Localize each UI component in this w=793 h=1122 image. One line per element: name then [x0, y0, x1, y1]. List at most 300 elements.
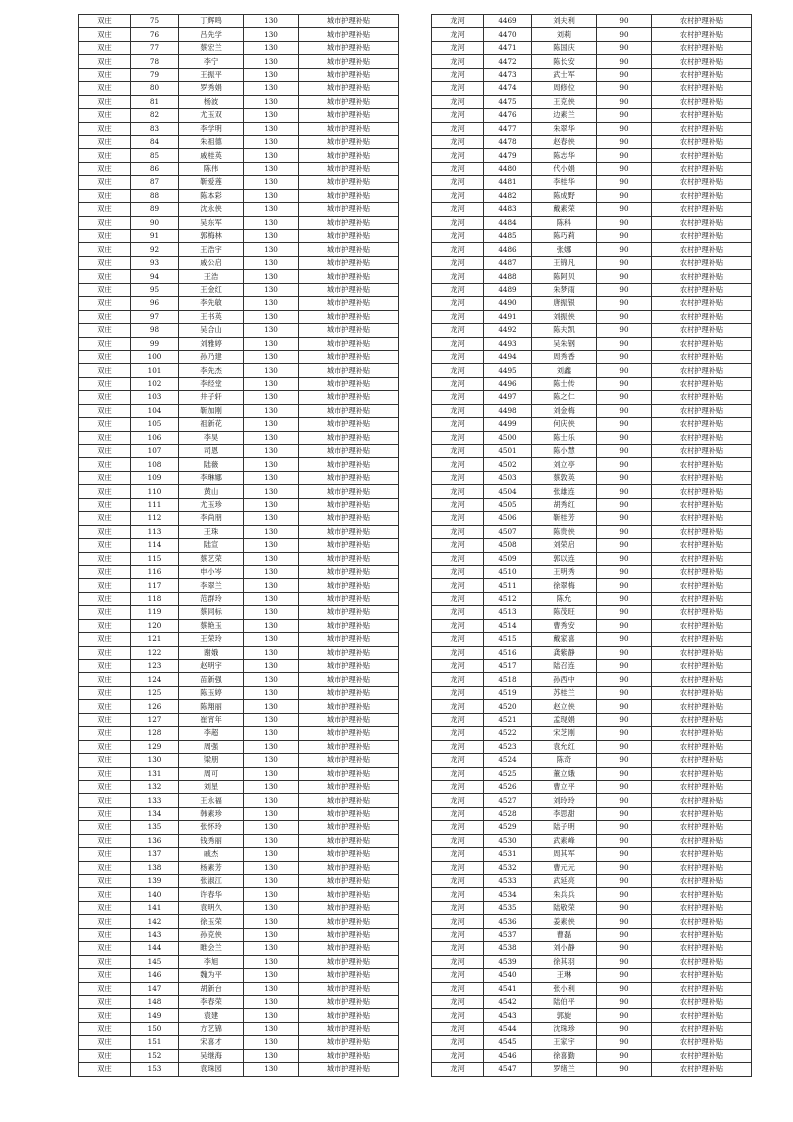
name-cell: 杨波 — [179, 95, 244, 108]
number-cell: 132 — [131, 780, 179, 793]
region-cell: 双庄 — [79, 982, 131, 995]
name-cell: 曹秀安 — [532, 619, 597, 632]
amount-cell: 90 — [597, 135, 652, 148]
amount-cell: 90 — [597, 377, 652, 390]
name-cell: 李超 — [179, 727, 244, 740]
table-row — [79, 888, 399, 901]
number-cell: 75 — [131, 15, 179, 28]
region-cell: 龙河 — [432, 337, 484, 350]
number-cell: 122 — [131, 646, 179, 659]
number-cell: 4498 — [484, 404, 532, 417]
name-cell: 陈伟 — [179, 162, 244, 175]
region-cell: 龙河 — [432, 270, 484, 283]
number-cell: 4485 — [484, 230, 532, 243]
table-row — [432, 592, 752, 605]
number-cell: 4470 — [484, 28, 532, 41]
amount-cell: 130 — [244, 660, 299, 673]
region-cell: 龙河 — [432, 445, 484, 458]
category-cell: 城市护理补贴 — [299, 95, 399, 108]
table-row — [79, 794, 399, 807]
name-cell: 靳桂芳 — [532, 512, 597, 525]
category-cell: 城市护理补贴 — [299, 619, 399, 632]
table-row — [79, 955, 399, 968]
amount-cell: 130 — [244, 337, 299, 350]
amount-cell: 90 — [597, 176, 652, 189]
table-row — [432, 1022, 752, 1035]
region-cell: 双庄 — [79, 350, 131, 363]
amount-cell: 130 — [244, 82, 299, 95]
category-cell: 农村护理补贴 — [652, 203, 752, 216]
amount-cell: 130 — [244, 109, 299, 122]
amount-cell: 130 — [244, 552, 299, 565]
number-cell: 123 — [131, 660, 179, 673]
amount-cell: 130 — [244, 982, 299, 995]
category-cell: 城市护理补贴 — [299, 189, 399, 202]
category-cell: 农村护理补贴 — [652, 230, 752, 243]
category-cell: 城市护理补贴 — [299, 28, 399, 41]
name-cell: 孙克侠 — [179, 928, 244, 941]
name-cell: 孙西中 — [532, 673, 597, 686]
table-row — [432, 982, 752, 995]
amount-cell: 90 — [597, 619, 652, 632]
name-cell: 何庆侠 — [532, 418, 597, 431]
amount-cell: 90 — [597, 189, 652, 202]
number-cell: 4530 — [484, 834, 532, 847]
table-row — [79, 848, 399, 861]
region-cell: 龙河 — [432, 888, 484, 901]
category-cell: 农村护理补贴 — [652, 848, 752, 861]
name-cell: 申小岑 — [179, 565, 244, 578]
name-cell: 李先杰 — [179, 364, 244, 377]
number-cell: 143 — [131, 928, 179, 941]
amount-cell: 90 — [597, 216, 652, 229]
category-cell: 农村护理补贴 — [652, 673, 752, 686]
number-cell: 98 — [131, 324, 179, 337]
number-cell: 119 — [131, 606, 179, 619]
name-cell: 黄山 — [179, 485, 244, 498]
region-cell: 双庄 — [79, 888, 131, 901]
region-cell: 双庄 — [79, 297, 131, 310]
name-cell: 刘莉 — [532, 28, 597, 41]
table-row — [79, 619, 399, 632]
region-cell: 双庄 — [79, 82, 131, 95]
category-cell: 城市护理补贴 — [299, 445, 399, 458]
region-cell: 龙河 — [432, 189, 484, 202]
table-row — [432, 552, 752, 565]
name-cell: 吴合山 — [179, 324, 244, 337]
number-cell: 4524 — [484, 754, 532, 767]
category-cell: 农村护理补贴 — [652, 928, 752, 941]
number-cell: 4502 — [484, 458, 532, 471]
category-cell: 城市护理补贴 — [299, 888, 399, 901]
category-cell: 农村护理补贴 — [652, 28, 752, 41]
table-row — [432, 780, 752, 793]
name-cell: 陆子明 — [532, 821, 597, 834]
category-cell: 农村护理补贴 — [652, 633, 752, 646]
amount-cell: 90 — [597, 162, 652, 175]
amount-cell: 130 — [244, 512, 299, 525]
name-cell: 梁朋 — [179, 754, 244, 767]
number-cell: 109 — [131, 471, 179, 484]
category-cell: 农村护理补贴 — [652, 713, 752, 726]
number-cell: 112 — [131, 512, 179, 525]
table-row — [432, 646, 752, 659]
table-row — [432, 28, 752, 41]
name-cell: 蔡宏兰 — [179, 41, 244, 54]
table-row — [432, 350, 752, 363]
category-cell: 农村护理补贴 — [652, 807, 752, 820]
name-cell: 徐其羽 — [532, 955, 597, 968]
region-cell: 龙河 — [432, 955, 484, 968]
category-cell: 城市护理补贴 — [299, 754, 399, 767]
number-cell: 127 — [131, 713, 179, 726]
table-row — [432, 149, 752, 162]
number-cell: 113 — [131, 525, 179, 538]
table-row — [432, 807, 752, 820]
number-cell: 4515 — [484, 633, 532, 646]
name-cell: 陈科 — [532, 216, 597, 229]
amount-cell: 90 — [597, 995, 652, 1008]
region-cell: 双庄 — [79, 176, 131, 189]
region-cell: 双庄 — [79, 794, 131, 807]
category-cell: 农村护理补贴 — [652, 969, 752, 982]
amount-cell: 130 — [244, 149, 299, 162]
table-row — [79, 391, 399, 404]
name-cell: 靳爱莲 — [179, 176, 244, 189]
category-cell: 城市护理补贴 — [299, 606, 399, 619]
name-cell: 陈小慧 — [532, 445, 597, 458]
amount-cell: 130 — [244, 1049, 299, 1062]
amount-cell: 130 — [244, 646, 299, 659]
category-cell: 城市护理补贴 — [299, 848, 399, 861]
amount-cell: 90 — [597, 458, 652, 471]
category-cell: 农村护理补贴 — [652, 122, 752, 135]
table-row — [79, 915, 399, 928]
number-cell: 120 — [131, 619, 179, 632]
category-cell: 城市护理补贴 — [299, 955, 399, 968]
region-cell: 龙河 — [432, 727, 484, 740]
table-row — [79, 700, 399, 713]
category-cell: 农村护理补贴 — [652, 861, 752, 874]
table-row — [79, 565, 399, 578]
amount-cell: 90 — [597, 203, 652, 216]
amount-cell: 130 — [244, 767, 299, 780]
region-cell: 龙河 — [432, 982, 484, 995]
amount-cell: 90 — [597, 794, 652, 807]
category-cell: 农村护理补贴 — [652, 727, 752, 740]
region-cell: 龙河 — [432, 297, 484, 310]
table-row — [79, 189, 399, 202]
name-cell: 周修位 — [532, 82, 597, 95]
region-cell: 龙河 — [432, 1036, 484, 1049]
category-cell: 农村护理补贴 — [652, 525, 752, 538]
category-cell: 农村护理补贴 — [652, 660, 752, 673]
amount-cell: 130 — [244, 633, 299, 646]
number-cell: 4541 — [484, 982, 532, 995]
name-cell: 吴朱钢 — [532, 337, 597, 350]
category-cell: 农村护理补贴 — [652, 700, 752, 713]
number-cell: 84 — [131, 135, 179, 148]
table-row — [432, 337, 752, 350]
table-row — [432, 633, 752, 646]
amount-cell: 90 — [597, 982, 652, 995]
region-cell: 龙河 — [432, 176, 484, 189]
amount-cell: 130 — [244, 310, 299, 323]
name-cell: 王金红 — [179, 283, 244, 296]
region-cell: 龙河 — [432, 592, 484, 605]
table-row — [432, 915, 752, 928]
number-cell: 101 — [131, 364, 179, 377]
category-cell: 城市护理补贴 — [299, 539, 399, 552]
category-cell: 城市护理补贴 — [299, 176, 399, 189]
region-cell: 双庄 — [79, 431, 131, 444]
region-cell: 龙河 — [432, 686, 484, 699]
amount-cell: 130 — [244, 861, 299, 874]
number-cell: 148 — [131, 995, 179, 1008]
region-cell: 双庄 — [79, 740, 131, 753]
category-cell: 农村护理补贴 — [652, 350, 752, 363]
name-cell: 徐翠梅 — [532, 579, 597, 592]
region-cell: 龙河 — [432, 928, 484, 941]
number-cell: 136 — [131, 834, 179, 847]
name-cell: 边素兰 — [532, 109, 597, 122]
region-cell: 龙河 — [432, 471, 484, 484]
category-cell: 农村护理补贴 — [652, 243, 752, 256]
category-cell: 城市护理补贴 — [299, 498, 399, 511]
category-cell: 城市护理补贴 — [299, 431, 399, 444]
category-cell: 农村护理补贴 — [652, 1049, 752, 1062]
amount-cell: 130 — [244, 525, 299, 538]
name-cell: 孙乃建 — [179, 350, 244, 363]
category-cell: 农村护理补贴 — [652, 485, 752, 498]
amount-cell: 130 — [244, 230, 299, 243]
table-row — [79, 216, 399, 229]
table-row — [432, 391, 752, 404]
name-cell: 曹磊 — [532, 928, 597, 941]
region-cell: 双庄 — [79, 901, 131, 914]
category-cell: 农村护理补贴 — [652, 512, 752, 525]
region-cell: 龙河 — [432, 135, 484, 148]
region-cell: 龙河 — [432, 68, 484, 81]
category-cell: 农村护理补贴 — [652, 888, 752, 901]
number-cell: 4474 — [484, 82, 532, 95]
region-cell: 龙河 — [432, 579, 484, 592]
category-cell: 农村护理补贴 — [652, 270, 752, 283]
right-subsidy-table — [431, 14, 752, 1077]
region-cell: 双庄 — [79, 807, 131, 820]
region-cell: 龙河 — [432, 915, 484, 928]
name-cell: 吕先学 — [179, 28, 244, 41]
category-cell: 农村护理补贴 — [652, 1063, 752, 1076]
number-cell: 152 — [131, 1049, 179, 1062]
name-cell: 陈本彩 — [179, 189, 244, 202]
number-cell: 4497 — [484, 391, 532, 404]
amount-cell: 90 — [597, 283, 652, 296]
name-cell: 赵明宇 — [179, 660, 244, 673]
table-row — [79, 498, 399, 511]
number-cell: 4539 — [484, 955, 532, 968]
region-cell: 双庄 — [79, 754, 131, 767]
region-cell: 龙河 — [432, 82, 484, 95]
table-row — [79, 646, 399, 659]
name-cell: 刘荣启 — [532, 539, 597, 552]
category-cell: 农村护理补贴 — [652, 445, 752, 458]
region-cell: 龙河 — [432, 780, 484, 793]
region-cell: 双庄 — [79, 821, 131, 834]
number-cell: 4531 — [484, 848, 532, 861]
name-cell: 曹立平 — [532, 780, 597, 793]
table-row — [432, 364, 752, 377]
table-row — [432, 310, 752, 323]
number-cell: 4542 — [484, 995, 532, 1008]
number-cell: 4484 — [484, 216, 532, 229]
name-cell: 李学明 — [179, 122, 244, 135]
region-cell: 双庄 — [79, 310, 131, 323]
category-cell: 城市护理补贴 — [299, 942, 399, 955]
name-cell: 陈成野 — [532, 189, 597, 202]
name-cell: 陈士传 — [532, 377, 597, 390]
category-cell: 农村护理补贴 — [652, 834, 752, 847]
category-cell: 城市护理补贴 — [299, 135, 399, 148]
number-cell: 4545 — [484, 1036, 532, 1049]
category-cell: 城市护理补贴 — [299, 203, 399, 216]
number-cell: 4486 — [484, 243, 532, 256]
name-cell: 陈夫凯 — [532, 324, 597, 337]
amount-cell: 90 — [597, 942, 652, 955]
number-cell: 4477 — [484, 122, 532, 135]
table-row — [432, 754, 752, 767]
region-cell: 双庄 — [79, 109, 131, 122]
region-cell: 双庄 — [79, 606, 131, 619]
category-cell: 农村护理补贴 — [652, 404, 752, 417]
category-cell: 城市护理补贴 — [299, 337, 399, 350]
category-cell: 城市护理补贴 — [299, 673, 399, 686]
category-cell: 城市护理补贴 — [299, 418, 399, 431]
amount-cell: 90 — [597, 646, 652, 659]
amount-cell: 90 — [597, 445, 652, 458]
name-cell: 袁允红 — [532, 740, 597, 753]
table-row — [432, 82, 752, 95]
number-cell: 4487 — [484, 256, 532, 269]
category-cell: 农村护理补贴 — [652, 606, 752, 619]
amount-cell: 90 — [597, 109, 652, 122]
table-row — [79, 740, 399, 753]
number-cell: 140 — [131, 888, 179, 901]
region-cell: 双庄 — [79, 68, 131, 81]
name-cell: 张小利 — [532, 982, 597, 995]
name-cell: 陈茂旺 — [532, 606, 597, 619]
name-cell: 陆薇 — [179, 458, 244, 471]
amount-cell: 130 — [244, 176, 299, 189]
name-cell: 周秀香 — [532, 350, 597, 363]
region-cell: 龙河 — [432, 901, 484, 914]
amount-cell: 130 — [244, 888, 299, 901]
name-cell: 司恩 — [179, 445, 244, 458]
amount-cell: 130 — [244, 928, 299, 941]
name-cell: 蔡敦英 — [532, 471, 597, 484]
name-cell: 郭梅林 — [179, 230, 244, 243]
category-cell: 城市护理补贴 — [299, 713, 399, 726]
amount-cell: 130 — [244, 713, 299, 726]
table-row — [432, 230, 752, 243]
name-cell: 陈士乐 — [532, 431, 597, 444]
number-cell: 124 — [131, 673, 179, 686]
table-row — [432, 1009, 752, 1022]
table-row — [432, 942, 752, 955]
region-cell: 双庄 — [79, 471, 131, 484]
region-cell: 双庄 — [79, 122, 131, 135]
category-cell: 农村护理补贴 — [652, 15, 752, 28]
name-cell: 陈翔丽 — [179, 700, 244, 713]
region-cell: 双庄 — [79, 525, 131, 538]
number-cell: 4523 — [484, 740, 532, 753]
number-cell: 4479 — [484, 149, 532, 162]
amount-cell: 90 — [597, 15, 652, 28]
region-cell: 龙河 — [432, 216, 484, 229]
amount-cell: 90 — [597, 673, 652, 686]
region-cell: 双庄 — [79, 377, 131, 390]
region-cell: 龙河 — [432, 418, 484, 431]
number-cell: 4513 — [484, 606, 532, 619]
table-row — [79, 445, 399, 458]
table-row — [432, 619, 752, 632]
region-cell: 龙河 — [432, 498, 484, 511]
region-cell: 龙河 — [432, 875, 484, 888]
category-cell: 农村护理补贴 — [652, 592, 752, 605]
category-cell: 农村护理补贴 — [652, 915, 752, 928]
table-row — [432, 203, 752, 216]
name-cell: 井子轩 — [179, 391, 244, 404]
category-cell: 农村护理补贴 — [652, 955, 752, 968]
amount-cell: 130 — [244, 28, 299, 41]
table-row — [79, 512, 399, 525]
number-cell: 114 — [131, 539, 179, 552]
name-cell: 蔡同标 — [179, 606, 244, 619]
name-cell: 王振平 — [179, 68, 244, 81]
table-row — [432, 821, 752, 834]
number-cell: 110 — [131, 485, 179, 498]
amount-cell: 90 — [597, 700, 652, 713]
number-cell: 4527 — [484, 794, 532, 807]
region-cell: 双庄 — [79, 955, 131, 968]
region-cell: 龙河 — [432, 525, 484, 538]
number-cell: 4522 — [484, 727, 532, 740]
category-cell: 城市护理补贴 — [299, 55, 399, 68]
name-cell: 尤玉双 — [179, 109, 244, 122]
table-row — [79, 337, 399, 350]
name-cell: 刘金梅 — [532, 404, 597, 417]
region-cell: 龙河 — [432, 821, 484, 834]
amount-cell: 130 — [244, 445, 299, 458]
region-cell: 龙河 — [432, 377, 484, 390]
amount-cell: 90 — [597, 498, 652, 511]
amount-cell: 130 — [244, 15, 299, 28]
category-cell: 农村护理补贴 — [652, 875, 752, 888]
region-cell: 龙河 — [432, 283, 484, 296]
category-cell: 城市护理补贴 — [299, 686, 399, 699]
region-cell: 龙河 — [432, 995, 484, 1008]
number-cell: 4475 — [484, 95, 532, 108]
number-cell: 80 — [131, 82, 179, 95]
name-cell: 李宁 — [179, 55, 244, 68]
number-cell: 4533 — [484, 875, 532, 888]
number-cell: 81 — [131, 95, 179, 108]
amount-cell: 130 — [244, 754, 299, 767]
number-cell: 93 — [131, 256, 179, 269]
number-cell: 105 — [131, 418, 179, 431]
region-cell: 龙河 — [432, 15, 484, 28]
category-cell: 农村护理补贴 — [652, 646, 752, 659]
